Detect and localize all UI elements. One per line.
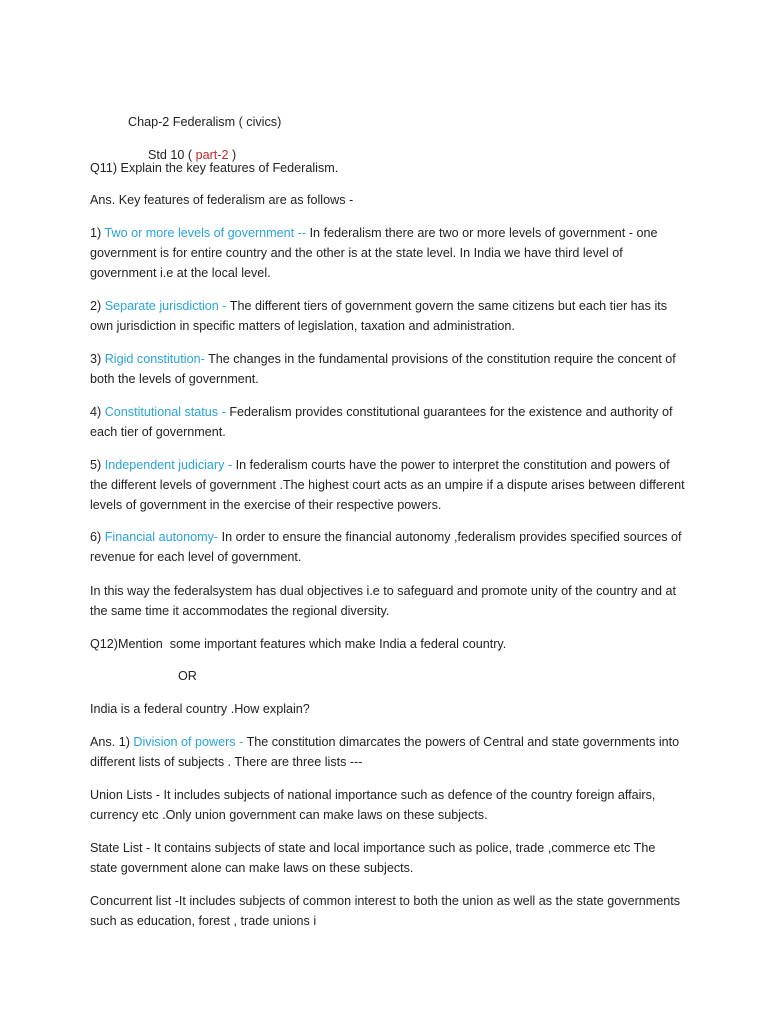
std-suffix: ) [228, 148, 237, 162]
q11-point-1 [90, 223, 686, 283]
chapter-title-text: Chap-2 Federalism ( civics) [128, 115, 282, 129]
point-number: 2) [90, 299, 105, 313]
point-text: In federalism courts have the power to interpret the constitution and powers of the different levels of government .The highest court acts as an umpire if a dispute arises between different levels of government in the exercise of their respective powers. [90, 458, 685, 512]
point-text: Federalism provides constitutional guarantees for the existence and authority of each tier of government. [90, 405, 673, 439]
q11-conclusion: In this way the federalsystem has dual objectives i.e to safeguard and promote unity of the country and at the same time it accommodates the regional diversity. [90, 584, 676, 618]
q11-point-5 [90, 455, 686, 515]
q12-alt-question: India is a federal country .How explain? [90, 702, 310, 716]
point-text: In federalism there are two or more levels of government - one government is for entire country and the other is at the state level. In India we have third level of government i.e at the local level. [90, 226, 658, 280]
answer-term: Division of powers - [133, 735, 247, 749]
answer-number: Ans. 1) [90, 735, 134, 749]
q11-point-2 [90, 296, 686, 336]
point-number: 4) [90, 405, 105, 419]
state-list: State List - It contains subjects of state and local importance such as police, trade ,commerce etc The state government alone can make laws on these subjects. [90, 841, 656, 875]
q11-question: Q11) Explain the key features of Federalism. [90, 161, 339, 175]
q11-point-4 [90, 402, 686, 442]
point-number: 5) [90, 458, 105, 472]
point-text: In order to ensure the financial autonomy ,federalism provides specified sources of revenue for each level of government. [90, 530, 682, 564]
point-term: Two or more levels of government -- [104, 226, 310, 240]
concurrent-list: Concurrent list -It includes subjects of common interest to both the union as well as the state governments such as education, forest , trade unions i [90, 894, 681, 928]
union-list: Union Lists - It includes subjects of national importance such as defence of the country foreign affairs, currency etc .Only union government can make laws on these subjects. [90, 788, 656, 822]
point-term: Rigid constitution- [104, 352, 205, 366]
point-term: Independent judiciary - [104, 458, 236, 472]
std-prefix: Std 10 ( [148, 148, 196, 162]
point-text: The changes in the fundamental provisions of the constitution require the concent of both the levels of government. [90, 352, 676, 386]
q11-point-3 [90, 349, 686, 389]
q12-answer-1 [90, 732, 686, 772]
or-separator: OR [178, 669, 197, 683]
point-text: The different tiers of government govern the same citizens but each tier has its own jurisdiction in specific matters of legislation, taxation and administration. [90, 299, 668, 333]
point-number: 1) [90, 226, 105, 240]
q11-answer-intro: Ans. Key features of federalism are as follows - [90, 193, 354, 207]
point-number: 6) [90, 530, 105, 544]
q11-point-6 [90, 527, 686, 567]
point-term: Separate jurisdiction - [104, 299, 230, 313]
answer-text: The constitution dimarcates the powers of Central and state governments into different lists of subjects . There are three lists --- [90, 735, 680, 769]
q12-question: Q12)Mention some important features which make India a federal country. [90, 637, 507, 651]
point-number: 3) [90, 352, 105, 366]
std-part: part-2 [195, 148, 229, 162]
point-term: Constitutional status - [104, 405, 230, 419]
point-term: Financial autonomy- [104, 530, 219, 544]
